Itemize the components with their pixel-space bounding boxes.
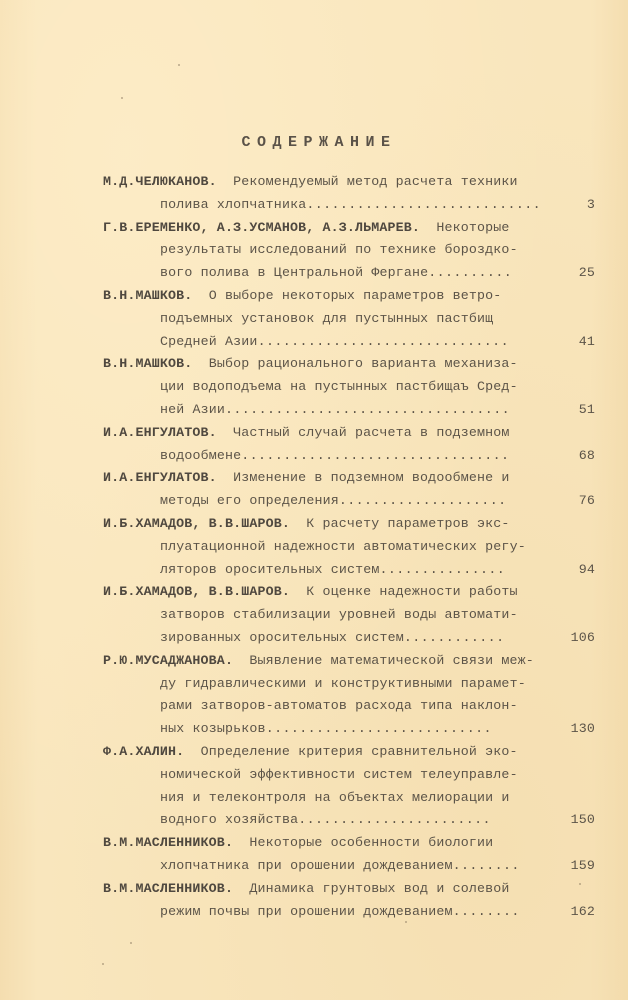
- toc-entry-authors: В.М.МАСЛЕННИКОВ.: [103, 880, 234, 896]
- toc-entry-continuation: [103, 673, 595, 696]
- toc-entry-title: водообмене: [160, 447, 242, 463]
- toc-entry-page-number: 41: [578, 333, 595, 349]
- toc-entry: [103, 217, 595, 285]
- toc-entry-title: рами затворов-автоматов расхода типа наклон-: [160, 698, 518, 714]
- toc-entry: [103, 171, 595, 217]
- toc-entry-first-line: [103, 422, 595, 445]
- toc-entry-authors: В.М.МАСЛЕННИКОВ.: [103, 835, 234, 851]
- toc-entry-continuation: [103, 764, 595, 787]
- toc-entry-continuation: [103, 308, 595, 331]
- toc-entry-continuation: [103, 695, 595, 718]
- toc-entry-authors: И.А.ЕНГУЛАТОВ.: [103, 470, 217, 486]
- leader-dots: ........: [452, 857, 520, 873]
- toc-entry-continuation: [103, 901, 595, 924]
- toc-entry: [103, 650, 595, 741]
- table-of-contents: [103, 171, 595, 923]
- toc-entry-title: подъемных установок для пустынных пастбищ: [160, 310, 494, 326]
- toc-entry-title: ней Азии: [160, 401, 226, 417]
- toc-entry-continuation: [103, 262, 595, 285]
- toc-entry-continuation: [103, 331, 595, 354]
- toc-entry: [103, 422, 595, 468]
- toc-entry-first-line: [103, 467, 595, 490]
- toc-entry-title: номической эффективности систем телеуправле-: [160, 766, 518, 782]
- toc-entry-page-number: 51: [578, 401, 595, 417]
- leader-dots: ..................................: [225, 401, 510, 417]
- toc-entry-title: хлопчатника при орошении дождеванием: [160, 857, 453, 873]
- toc-entry-title: О выборе некоторых параметров ветро-: [208, 287, 502, 303]
- toc-entry-continuation: [103, 809, 595, 832]
- toc-entry-continuation: [103, 559, 595, 582]
- leader-dots: ............: [403, 629, 505, 645]
- toc-entry-continuation: [103, 376, 595, 399]
- toc-entry-page-number: 106: [570, 629, 595, 645]
- toc-entry-continuation: [103, 718, 595, 741]
- toc-entry-title: полива хлопчатника: [160, 196, 307, 212]
- toc-entry-title: результаты исследований по технике бороздко-: [160, 242, 518, 258]
- toc-entry-title: ляторов оросительных систем: [160, 561, 380, 577]
- toc-entry-title: Изменение в подземном водообмене и: [233, 470, 510, 486]
- toc-entry-title: Некоторые: [436, 219, 510, 235]
- toc-entry-page-number: 76: [578, 493, 595, 509]
- toc-entry-title: Выбор рационального варианта механиза-: [208, 356, 518, 372]
- toc-entry-continuation: [103, 627, 595, 650]
- toc-entry-continuation: [103, 239, 595, 262]
- toc-entry-first-line: [103, 217, 595, 240]
- toc-entry-title: Выявление математической связи меж-: [249, 652, 534, 668]
- toc-entry: [103, 581, 595, 649]
- leader-dots: ...........................: [265, 721, 492, 737]
- toc-entry: [103, 878, 595, 924]
- toc-entry-title: методы его определения: [160, 493, 339, 509]
- leader-dots: .......................: [298, 812, 491, 828]
- toc-entry: [103, 832, 595, 878]
- paper-speck: [579, 883, 581, 885]
- toc-entry-continuation: [103, 536, 595, 559]
- toc-entry-title: зированных оросительных систем: [160, 629, 404, 645]
- page-title: СОДЕРЖАНИЕ: [241, 134, 397, 151]
- toc-entry-first-line: [103, 171, 595, 194]
- paper-speck: [178, 64, 180, 66]
- toc-entry-authors: В.Н.МАШКОВ.: [103, 356, 193, 372]
- toc-entry-first-line: [103, 581, 595, 604]
- toc-entry-authors: М.Д.ЧЕЛЮКАНОВ.: [103, 174, 217, 189]
- toc-entry-continuation: [103, 194, 595, 217]
- toc-entry: [103, 513, 595, 581]
- paper-speck: [130, 942, 132, 944]
- toc-entry-title: плуатационной надежности автоматических регу-: [160, 538, 526, 554]
- toc-entry-page-number: 130: [570, 721, 595, 737]
- toc-entry-continuation: [103, 445, 595, 468]
- toc-entry-title: Некоторые особенности биологии: [249, 835, 494, 851]
- toc-entry-continuation: [103, 855, 595, 878]
- toc-entry-continuation: [103, 399, 595, 422]
- toc-entry-page-number: 94: [578, 561, 595, 577]
- toc-entry-title: ния и телеконтроля на объектах мелиорации и: [160, 789, 510, 805]
- toc-entry-first-line: [103, 353, 595, 376]
- toc-entry-authors: Ф.А.ХАЛИН.: [103, 743, 185, 759]
- toc-entry-page-number: 68: [578, 447, 595, 463]
- toc-entry-title: водного хозяйства: [160, 812, 299, 828]
- toc-entry-first-line: [103, 650, 595, 673]
- leader-dots: ...............: [379, 561, 506, 577]
- toc-entry-authors: И.Б.ХАМАДОВ, В.В.ШАРОВ.: [103, 515, 290, 531]
- toc-entry-title: Рекомендуемый метод расчета техники: [233, 174, 518, 189]
- toc-entry-first-line: [103, 832, 595, 855]
- paper-speck: [405, 921, 407, 923]
- toc-entry-authors: Р.Ю.МУСАДЖАНОВА.: [103, 652, 234, 668]
- toc-entry-first-line: [103, 285, 595, 308]
- toc-entry-page-number: 150: [570, 812, 595, 828]
- toc-entry-page-number: 162: [570, 903, 595, 919]
- toc-entry-title: Средней Азии: [160, 333, 258, 349]
- paper-speck: [102, 963, 104, 965]
- toc-entry-first-line: [103, 741, 595, 764]
- toc-entry-first-line: [103, 513, 595, 536]
- leader-dots: ................................: [241, 447, 510, 463]
- toc-entry-authors: В.Н.МАШКОВ.: [103, 287, 193, 303]
- toc-entry-continuation: [103, 490, 595, 513]
- toc-entry-continuation: [103, 787, 595, 810]
- toc-entry-first-line: [103, 878, 595, 901]
- toc-entry-title: вого полива в Центральной Фергане: [160, 265, 429, 281]
- leader-dots: ....................: [338, 493, 507, 509]
- toc-entry-page-number: 159: [570, 857, 595, 873]
- leader-dots: ............................: [306, 196, 541, 212]
- paper-speck: [121, 97, 123, 99]
- toc-entry-title: ду гидравлическими и конструктивными парамет-: [160, 675, 526, 691]
- toc-entry-title: Частный случай расчета в подземном: [233, 424, 510, 440]
- leader-dots: ..........: [428, 265, 513, 281]
- toc-entry-title: К оценке надежности работы: [306, 584, 518, 600]
- toc-entry: [103, 467, 595, 513]
- toc-entry-authors: И.А.ЕНГУЛАТОВ.: [103, 424, 217, 440]
- toc-entry-title: К расчету параметров экс-: [306, 515, 510, 531]
- toc-entry-page-number: 25: [578, 265, 595, 281]
- toc-entry: [103, 741, 595, 832]
- toc-entry-title: затворов стабилизации уровней воды автомати-: [160, 607, 518, 623]
- toc-entry: [103, 353, 595, 421]
- toc-entry-authors: Г.В.ЕРЕМЕНКО, А.З.УСМАНОВ, А.З.ЛЬМАРЕВ.: [103, 219, 421, 235]
- toc-entry-page-number: 3: [586, 196, 595, 212]
- leader-dots: ..............................: [257, 333, 509, 349]
- toc-entry-title: режим почвы при орошении дождеванием: [160, 903, 453, 919]
- leader-dots: ........: [452, 903, 520, 919]
- toc-entry-title: ции водоподъема на пустынных пастбищаъ Сред-: [160, 379, 518, 395]
- toc-entry-title: Определение критерия сравнительной эко-: [200, 743, 518, 759]
- toc-entry-title: ных козырьков: [160, 721, 266, 737]
- toc-entry-continuation: [103, 604, 595, 627]
- toc-entry-title: Динамика грунтовых вод и солевой: [249, 880, 510, 896]
- toc-entry-authors: И.Б.ХАМАДОВ, В.В.ШАРОВ.: [103, 584, 290, 600]
- toc-entry: [103, 285, 595, 353]
